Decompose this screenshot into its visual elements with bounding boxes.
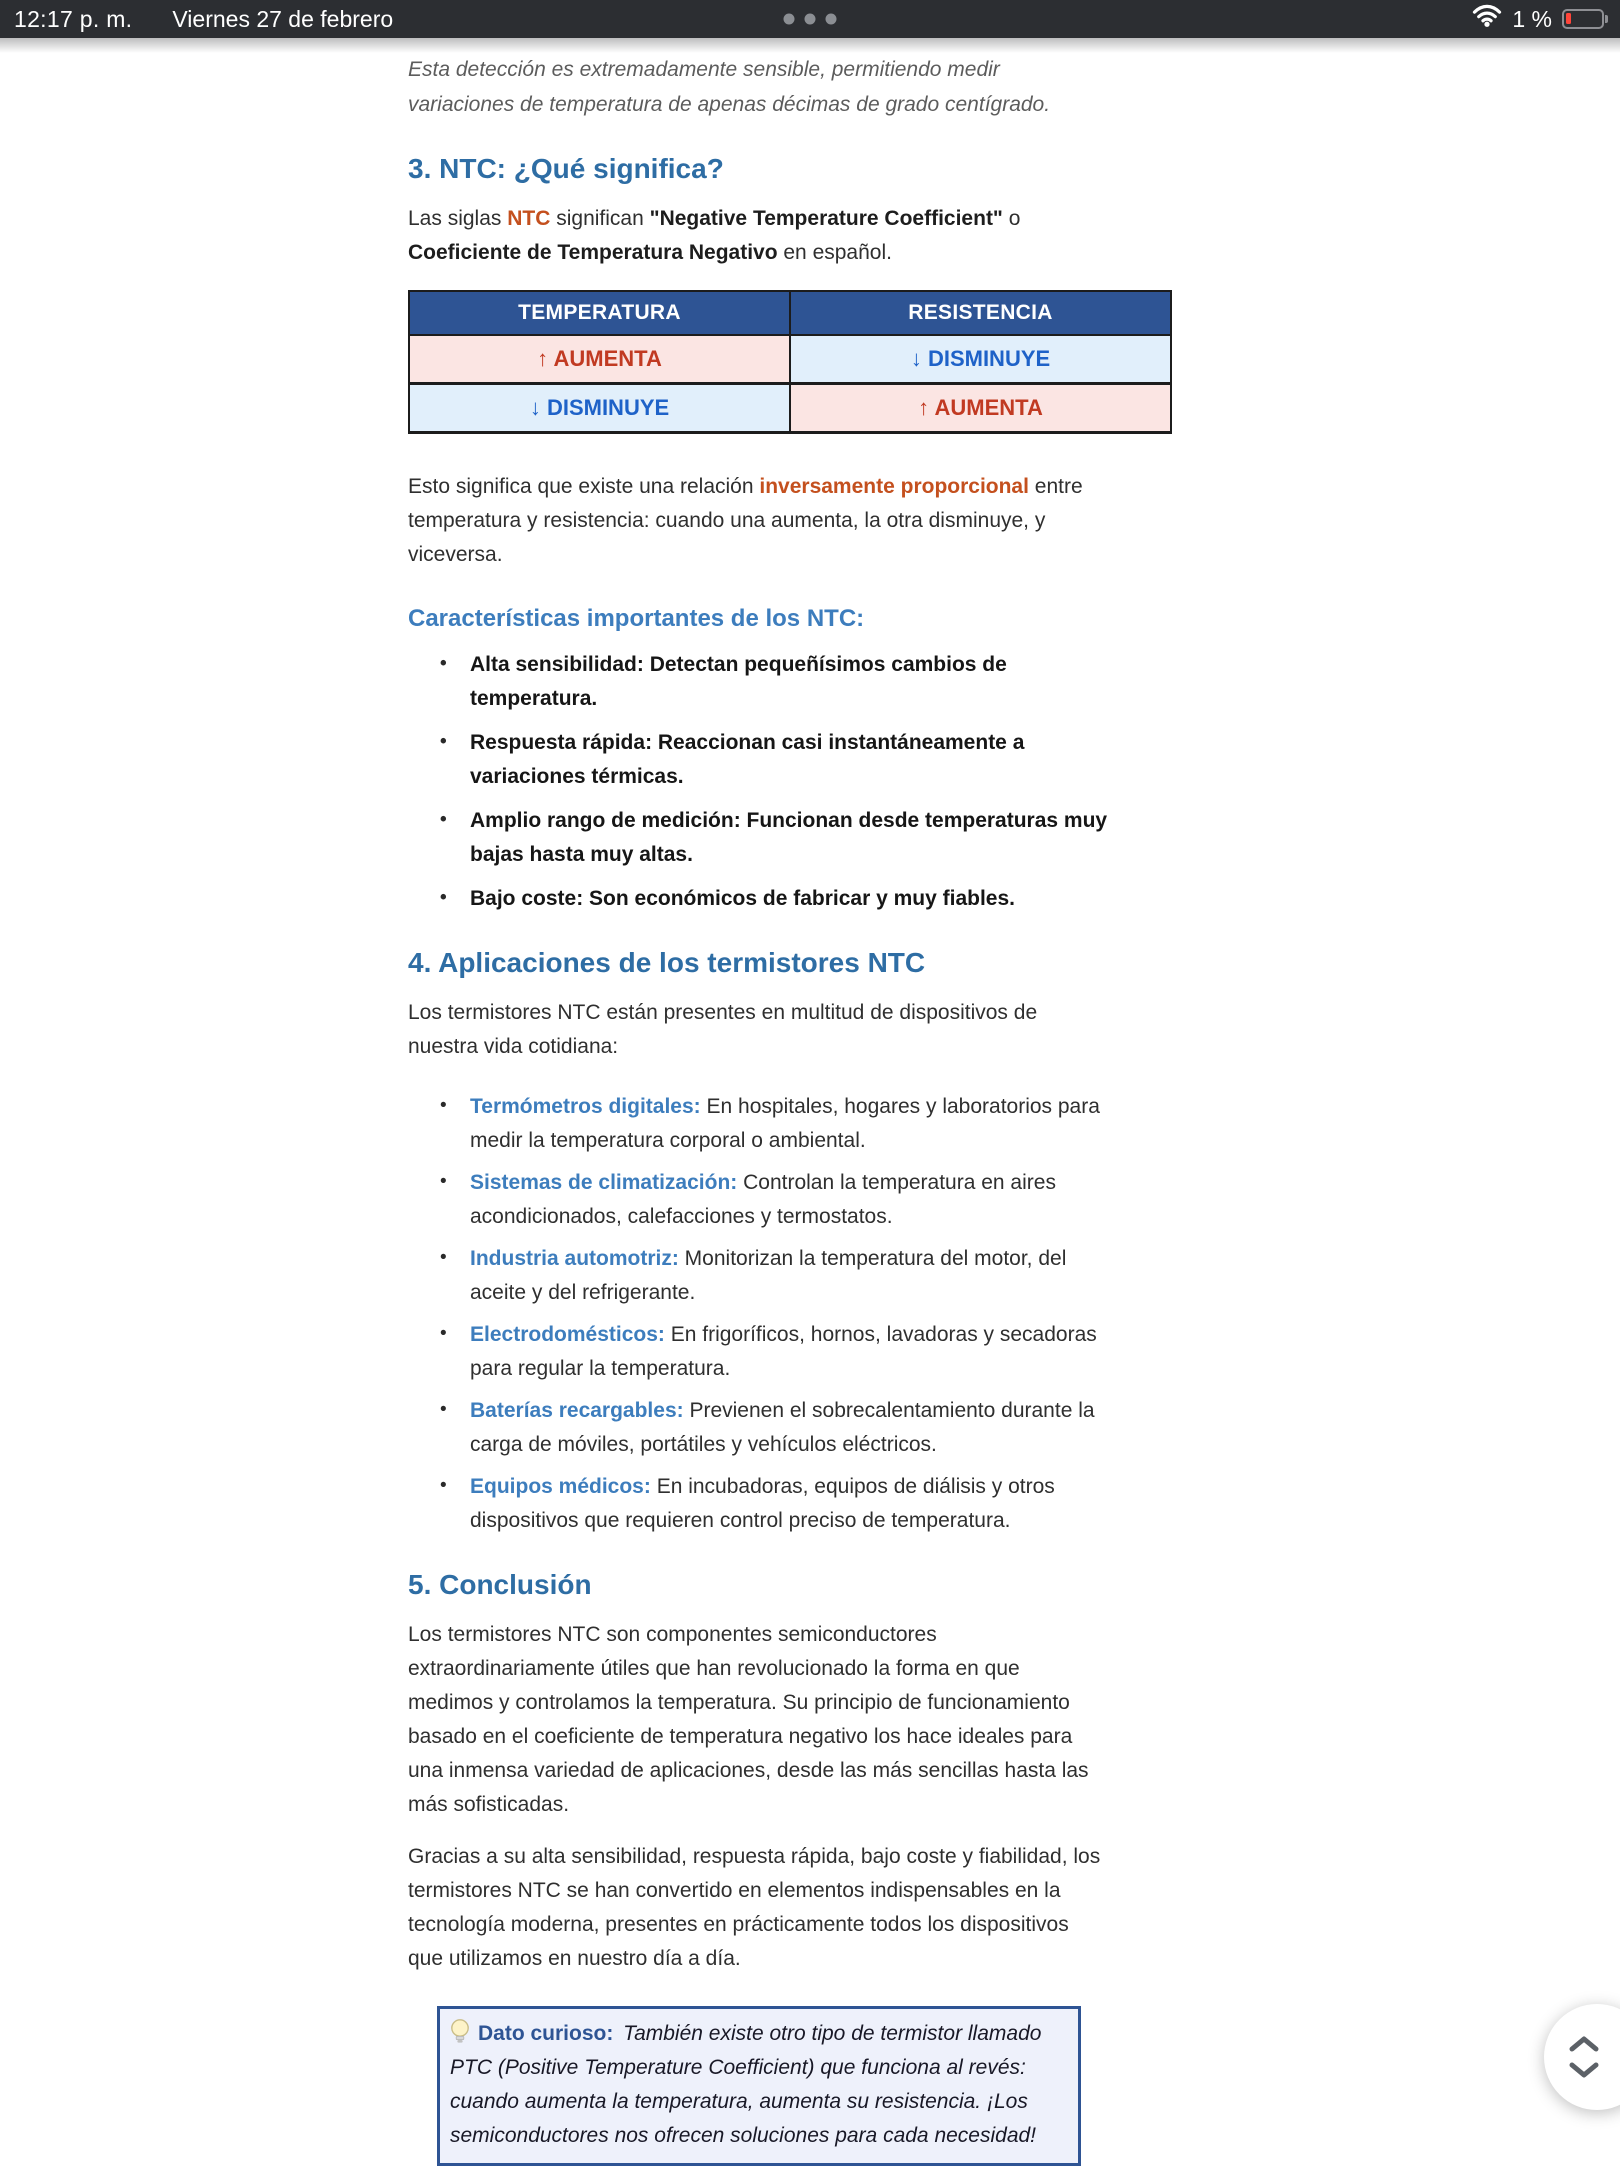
section3-lead-paragraph: Las siglas NTC significan "Negative Temperature Coefficient" o Coeficiente de Temperatura Negativo en español. bbox=[408, 207, 1021, 264]
list-item: • Electrodomésticos: En frigoríficos, hornos, lavadoras y secadoras para regular la temperatura. bbox=[408, 1318, 1108, 1386]
ntc-highlight: NTC bbox=[507, 207, 551, 230]
list-item: • Respuesta rápida: Reaccionan casi instantáneamente a variaciones térmicas. bbox=[408, 726, 1108, 794]
conclusion-paragraph-2: Gracias a su alta sensibilidad, respuesta rápida, bajo coste y fiabilidad, los termistores NTC se han convertido en elementos indispensables en la tecnología moderna, presentes en prácticamente todos los dispositivos que utilizamos en nuestro día a día. bbox=[408, 1845, 1101, 1970]
list-item: • Amplio rango de medición: Funcionan desde temperaturas muy bajas hasta muy altas. bbox=[408, 804, 1108, 872]
list-item: • Equipos médicos: En incubadoras, equipos de diálisis y otros dispositivos que requieren control preciso de temperatura. bbox=[408, 1470, 1108, 1538]
table-cell-temp-aumenta: ↑ AUMENTA bbox=[409, 335, 790, 384]
list-item: • Alta sensibilidad: Detectan pequeñísimos cambios de temperatura. bbox=[408, 648, 1108, 716]
features-subheading: Características importantes de los NTC: bbox=[408, 605, 865, 632]
table-header-resistencia: RESISTENCIA bbox=[790, 291, 1171, 335]
applications-list bbox=[408, 1090, 1108, 1538]
chevron-down-icon[interactable] bbox=[1566, 2060, 1602, 2080]
features-list bbox=[408, 648, 1108, 916]
statusbar-shadow bbox=[0, 38, 1620, 53]
conclusion-paragraph-1: Los termistores NTC son componentes semiconductores extraordinariamente útiles que han revolucionado la forma en que medimos y controlamos la temperatura. Su principio de funcionamiento basado en el coeficiente de temperatura negativo los hace ideales para una inmensa variedad de aplicaciones, desde las más sencillas hasta las más sofisticadas. bbox=[408, 1623, 1089, 1816]
chevron-up-icon[interactable] bbox=[1566, 2034, 1602, 2054]
section4-heading: 4. Aplicaciones de los termistores NTC bbox=[408, 947, 926, 978]
section4-lead-paragraph: Los termistores NTC están presentes en multitud de dispositivos de nuestra vida cotidiana: bbox=[408, 1001, 1038, 1058]
fun-fact-box bbox=[437, 2006, 1081, 2166]
intro-paragraph: Esta detección es extremadamente sensible, permitiendo medir variaciones de temperatura de apenas décimas de grado centígrado. bbox=[408, 58, 1051, 116]
fact-box-text: También existe otro tipo de termistor llamado PTC (Positive Temperature Coefficient) que funciona al revés: cuando aumenta la temperatura, aumenta su resistencia. ¡Los semiconductores nos ofrecen soluciones para cada necesidad! bbox=[450, 2022, 1042, 2147]
table-cell-temp-disminuye: ↓ DISMINUYE bbox=[409, 384, 790, 433]
table-cell-res-disminuye: ↓ DISMINUYE bbox=[790, 335, 1171, 384]
clock-label: 12:17 p. m. bbox=[14, 6, 133, 32]
list-item: • Industria automotriz: Monitorizan la temperatura del motor, del aceite y del refrigerante. bbox=[408, 1242, 1108, 1310]
section3-heading: 3. NTC: ¿Qué significa? bbox=[408, 153, 724, 184]
list-item: • Termómetros digitales: En hospitales, hogares y laboratorios para medir la temperatura corporal o ambiental. bbox=[408, 1090, 1108, 1158]
battery-icon bbox=[1562, 9, 1604, 29]
wifi-icon bbox=[1472, 2, 1502, 36]
lightbulb-icon bbox=[450, 2018, 470, 2046]
fact-box-label: Dato curioso: bbox=[478, 2022, 614, 2045]
list-item: • Baterías recargables: Previenen el sobrecalentamiento durante la carga de móviles, portátiles y vehículos eléctricos. bbox=[408, 1394, 1108, 1462]
section5-heading: 5. Conclusión bbox=[408, 1569, 592, 1600]
list-item: • Sistemas de climatización: Controlan la temperatura en aires acondicionados, calefacciones y termostatos. bbox=[408, 1166, 1108, 1234]
date-label: Viernes 27 de febrero bbox=[172, 6, 394, 32]
inverse-highlight: inversamente proporcional bbox=[759, 475, 1029, 498]
scroll-navigator-button[interactable] bbox=[1544, 2004, 1620, 2110]
table-cell-res-aumenta: ↑ AUMENTA bbox=[790, 384, 1171, 433]
document-page bbox=[408, 38, 1108, 2166]
list-item: • Bajo coste: Son económicos de fabricar y muy fiables. bbox=[408, 882, 1108, 916]
inverse-relation-paragraph: Esto significa que existe una relación inversamente proporcional entre temperatura y resistencia: cuando una aumenta, la otra disminuye, y viceversa. bbox=[408, 475, 1083, 566]
status-bar bbox=[0, 0, 1620, 38]
multitask-dots-indicator[interactable] bbox=[784, 14, 837, 25]
temperature-resistance-table bbox=[408, 290, 1172, 434]
table-header-temperatura: TEMPERATURA bbox=[409, 291, 790, 335]
battery-percent-label: 1 % bbox=[1512, 6, 1552, 32]
